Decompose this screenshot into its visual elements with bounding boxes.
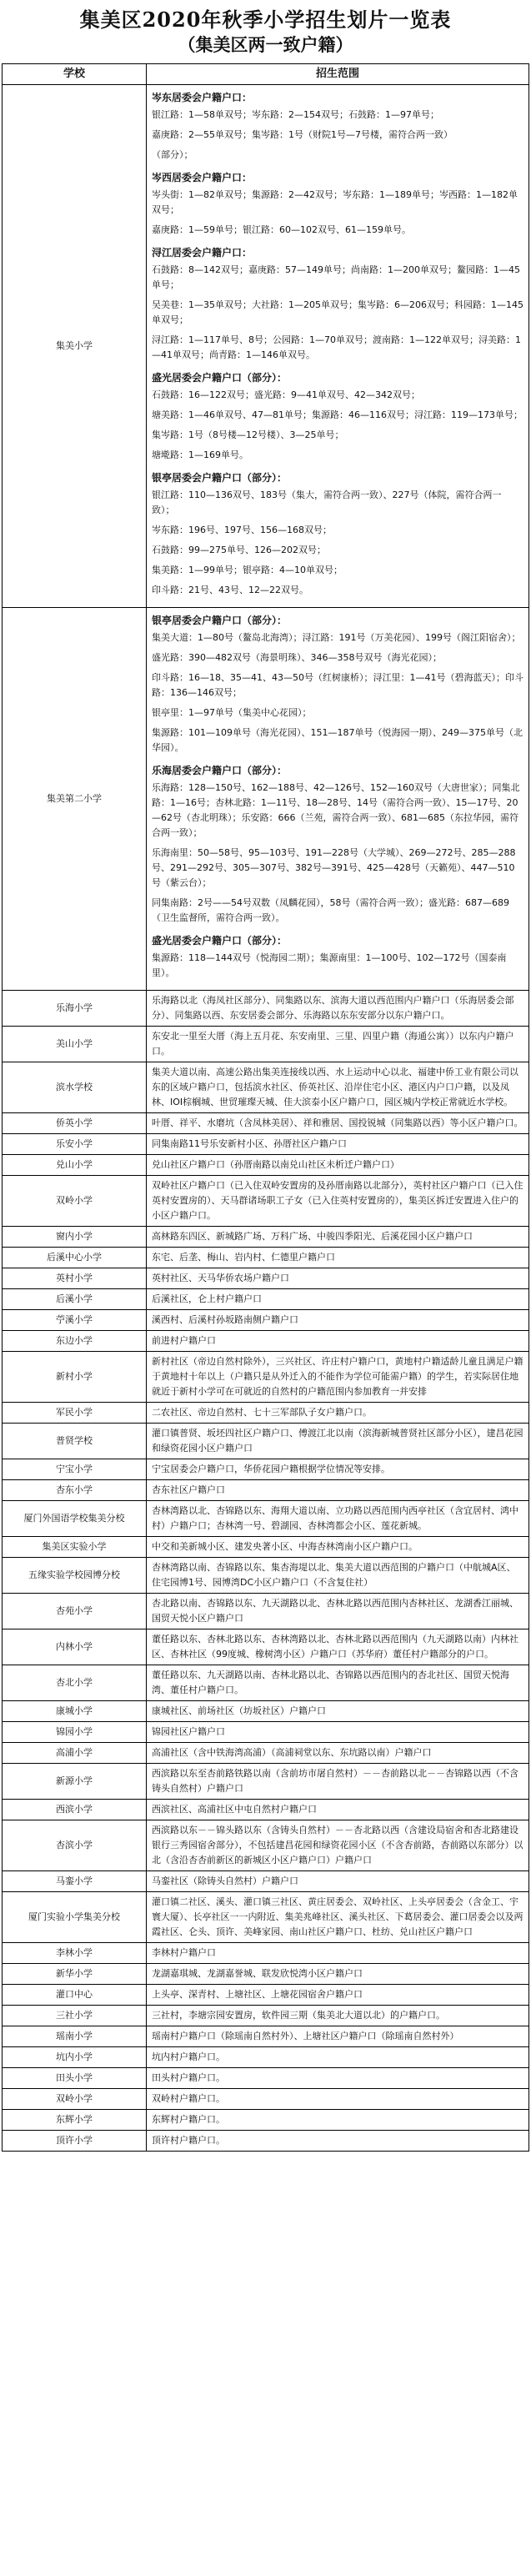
header-scope: 招生范围 — [147, 64, 529, 85]
table-row — [3, 1155, 529, 1176]
school-name: 窗内小学 — [3, 1227, 147, 1248]
enrollment-scope — [147, 1352, 529, 1403]
scope-text: 锦园社区户籍户口 — [152, 1726, 225, 1737]
enrollment-scope — [147, 1310, 529, 1331]
table-row — [3, 1537, 529, 1558]
table-row — [3, 2110, 529, 2131]
enrollment-scope — [147, 1892, 529, 1943]
header-school: 学校 — [3, 64, 147, 85]
enrollment-scope — [147, 1820, 529, 1871]
enrollment-scope — [147, 1871, 529, 1892]
enrollment-scope — [147, 1248, 529, 1268]
scope-text: 兑山社区户籍户口（孙厝南路以南兑山社区未析迁户籍户口） — [152, 1159, 399, 1170]
enrollment-scope — [147, 1558, 529, 1594]
table-row — [3, 1227, 529, 1248]
enrollment-table — [2, 63, 529, 2152]
scope-text: 二农社区、帝边自然村、七十三军部队子女户籍户口。 — [152, 1407, 372, 1418]
scope-section — [152, 369, 523, 463]
school-name: 顶许小学 — [3, 2131, 147, 2152]
enrollment-scope — [147, 1289, 529, 1310]
table-row — [3, 1701, 529, 1722]
school-name: 东辉小学 — [3, 2110, 147, 2131]
enrollment-scope — [147, 1800, 529, 1820]
scope-section — [152, 244, 523, 363]
scope-line: 石鼓路：8—142双号；嘉庚路：57—149单号；尚南路：1—200单双号；鳌园路：1—45单号； — [152, 264, 520, 290]
enrollment-scope — [147, 1134, 529, 1155]
enrollment-scope — [147, 2006, 529, 2026]
enrollment-scope — [147, 1403, 529, 1424]
table-row — [3, 2068, 529, 2089]
school-name: 美山小学 — [3, 1027, 147, 1062]
enrollment-scope — [147, 2089, 529, 2110]
scope-line: 银亭里：1—97单号（集美中心花园）； — [152, 707, 312, 718]
table-row — [3, 1062, 529, 1113]
table-row — [3, 1027, 529, 1062]
school-name: 新村小学 — [3, 1352, 147, 1403]
enrollment-scope — [147, 1268, 529, 1289]
scope-text: 杏林湾路以北、杏锦路以东、海翔大道以南、立功路以西范围内西亭社区（含宜居村、鸿中村）户籍户口；杏林湾一号、碧湖园、杏林湾都会小区、莲花新城。 — [152, 1505, 518, 1531]
enrollment-scope — [147, 1027, 529, 1062]
scope-line: 嘉庚路：2—55单双号；集岑路：1号（财院1号—7号楼，需符合两一致） — [152, 129, 453, 140]
enrollment-scope — [147, 2047, 529, 2068]
school-name: 瑶南小学 — [3, 2026, 147, 2047]
table-row — [3, 1871, 529, 1892]
scope-text: 董任路以东、杏林北路以东、杏林湾路以北、杏林北路以西范围内（九天湖路以南）内林社区、杏林社区（99度城、橡树湾小区）户籍户口（苏华府）董任村户籍部分的户口。 — [152, 1634, 518, 1660]
scope-line: 乐海南里：50—58号、95—103号、191—228号（大学城）、269—272号、285—288号、291—292号、305—307号、382号—391号、425—428号（天籁苑）、447—510号（紫云台）； — [152, 847, 516, 888]
scope-text: 灌口镇普贤、坂坯四社区户籍户口、傅渡江北以南（滨海新城普贤社区部分小区），建昌花园和绿资花园小区户籍户口 — [152, 1428, 523, 1454]
table-row — [3, 1248, 529, 1268]
table-row — [3, 2047, 529, 2068]
scope-text: 新村社区（帝边自然村除外），三兴社区、许庄村户籍户口，黄地村户籍适龄儿童且满足户籍于黄地村十年以上（户籍只是从外迁入的不能作为学位可能需户籍）的学生，若实际居住地就近于新村小学可在可就近的自然村的户籍范围内参加教育一并安排 — [152, 1356, 523, 1397]
enrollment-scope — [147, 1424, 529, 1459]
section-title: 银亭居委会户籍户口（部分）： — [152, 472, 288, 484]
enrollment-scope — [147, 1176, 529, 1227]
school-name: 康城小学 — [3, 1701, 147, 1722]
enrollment-scope — [147, 1764, 529, 1800]
table-row — [3, 1558, 529, 1594]
school-name: 集美区实验小学 — [3, 1537, 147, 1558]
enrollment-scope — [147, 1701, 529, 1722]
enrollment-scope — [147, 1943, 529, 1964]
page-title: 集美区2020年秋季小学招生划片一览表 — [79, 8, 452, 32]
table-row — [3, 1800, 529, 1820]
enrollment-scope — [147, 1227, 529, 1248]
enrollment-scope — [147, 1113, 529, 1134]
table-row — [3, 1594, 529, 1629]
school-name: 三社小学 — [3, 2006, 147, 2026]
scope-section — [152, 89, 523, 163]
school-name: 滨水学校 — [3, 1062, 147, 1113]
page-subtitle: （集美区两一致户籍） — [178, 34, 353, 55]
section-title: 盛光居委会户籍户口（部分）： — [152, 935, 288, 947]
section-title: 银亭居委会户籍户口（部分）： — [152, 615, 288, 626]
scope-section — [152, 932, 523, 981]
scope-text: 瑶南村户籍户口（除瑶南自然村外）、上塘社区户籍户口（除瑶南自然村外） — [152, 2031, 459, 2041]
table-row — [3, 2006, 529, 2026]
scope-line: 集源路：101—109单号（海光花园）、151—187单号（悦海园一期）、249—375单号（北华园）。 — [152, 727, 523, 753]
school-name: 厦门外国语学校集美分校 — [3, 1501, 147, 1537]
scope-text: 龙湖嘉琪城、龙湖嘉誉城、联发欣悦湾小区户籍户口 — [152, 1968, 363, 1979]
scope-line: 石鼓路：99—275单号、126—202双号； — [152, 545, 326, 555]
table-row — [3, 1459, 529, 1480]
scope-text: 溪西村、后溪村孙坂路南侧户籍户口 — [152, 1314, 298, 1325]
school-name: 田头小学 — [3, 2068, 147, 2089]
enrollment-scope — [147, 1480, 529, 1501]
scope-line: 集岑路：1号（8号楼—12号楼）、3—25单号； — [152, 429, 344, 440]
school-name: 杏苑小学 — [3, 1594, 147, 1629]
table-row — [3, 1134, 529, 1155]
scope-line: 银江路：110—136双号、183号（集大，需符合两一致）、227号（体院，需符合两一致）； — [152, 490, 502, 515]
school-name: 西滨小学 — [3, 1800, 147, 1820]
scope-text: 西滨社区、高浦社区中屯自然村户籍户口 — [152, 1804, 317, 1815]
scope-section — [152, 169, 523, 238]
scope-line: 嘉庚路：1—59单号；银江路：60—102双号、61—159单号。 — [152, 224, 411, 235]
table-header-row — [3, 64, 529, 85]
school-name: 兑山小学 — [3, 1155, 147, 1176]
enrollment-scope — [147, 991, 529, 1027]
scope-section — [152, 762, 523, 926]
scope-text: 乐海路以北（海凤社区部分）、同集路以东、滨海大道以西范围内户籍户口（乐海居委会部分）、同集路以西、东安居委会部分、乐海路以东东安部分以东户籍户口。 — [152, 995, 514, 1021]
school-name: 坑内小学 — [3, 2047, 147, 2068]
table-row — [3, 1403, 529, 1424]
school-name: 杏滨小学 — [3, 1820, 147, 1871]
table-row — [3, 1722, 529, 1743]
scope-text: 集美大道以南、高速公路出集美连接线以西、水上运动中心以北、福建中侨工业有限公司以东的区域户籍户口，包括滨水社区、侨英社区、沿岸住宅小区、港区内户口户籍，以及凤林、IOI棕榈城、世贸璀璨天城、佳大滨泰小区户籍户口，园区城内学校正常就近水学校。 — [152, 1067, 518, 1107]
scope-text: 叶厝、祥平、水磨坑（含凤林美居）、祥和雅居、国投锐城（同集路以西）等小区户籍户口。 — [152, 1117, 523, 1128]
table-row — [3, 1113, 529, 1134]
scope-line: 印斗路：21号、43号、12—22双号。 — [152, 585, 308, 595]
enrollment-scope — [147, 1155, 529, 1176]
school-name: 新源小学 — [3, 1764, 147, 1800]
scope-text: 顶许村户籍户口。 — [152, 2135, 225, 2146]
scope-text: 宁宝居委会户籍户口，华侨花园户籍根据学位情况等安排。 — [152, 1464, 390, 1474]
table-row — [3, 1268, 529, 1289]
table-row — [3, 1964, 529, 1985]
school-name: 后溪小学 — [3, 1289, 147, 1310]
scope-line: 塘美路：1—46单双号、47—81单号；集源路：46—116双号；浔江路：119—173单号； — [152, 409, 523, 420]
table-row — [3, 991, 529, 1027]
scope-line: 岑东路：196号、197号、156—168双号； — [152, 525, 332, 535]
enrollment-scope — [147, 1985, 529, 2006]
scope-line: 浔江路：1—117单号、8号；公园路：1—70单双号；渡南路：1—122单双号；浔美路：1—41单双号；尚青路：1—146单双号。 — [152, 334, 521, 360]
table-row — [3, 1480, 529, 1501]
school-name: 杏北小学 — [3, 1665, 147, 1701]
enrollment-scope — [147, 608, 529, 991]
enrollment-scope — [147, 1964, 529, 1985]
scope-text: 高林路东四区、新城路广场、万科广场、中骏四季阳光、后溪花园小区户籍户口 — [152, 1231, 473, 1242]
school-name: 乐安小学 — [3, 1134, 147, 1155]
enrollment-scope — [147, 1665, 529, 1701]
enrollment-scope — [147, 1629, 529, 1665]
table-row — [3, 1985, 529, 2006]
section-title: 岑东居委会户籍户口： — [152, 92, 253, 103]
table-row — [3, 1352, 529, 1403]
scope-section — [152, 470, 523, 598]
table-row — [3, 1743, 529, 1764]
table-row — [3, 2026, 529, 2047]
enrollment-scope — [147, 1331, 529, 1352]
table-row — [3, 1943, 529, 1964]
scope-line: （部分）； — [152, 149, 193, 160]
enrollment-scope — [147, 2131, 529, 2152]
scope-text: 高浦社区（含中铁海湾高浦）（高浦祠堂以东、东坑路以南）户籍户口 — [152, 1747, 432, 1758]
scope-text: 董任路以东、九天湖路以南、杏林北路以北、杏锦路以西范围内的杏北社区、国贸天悦海湾、董任村户籍户口。 — [152, 1670, 509, 1695]
school-name: 后溪中心小学 — [3, 1248, 147, 1268]
school-name: 普贤学校 — [3, 1424, 147, 1459]
table-row — [3, 2089, 529, 2110]
table-row — [3, 1289, 529, 1310]
scope-text: 田头村户籍户口。 — [152, 2072, 225, 2083]
scope-text: 东辉村户籍户口。 — [152, 2114, 225, 2125]
school-name: 军民小学 — [3, 1403, 147, 1424]
section-title: 浔江居委会户籍户口： — [152, 247, 253, 259]
scope-section — [152, 612, 523, 756]
scope-text: 东宅、后垄、梅山、岩内村、仁德里户籍户口 — [152, 1252, 335, 1263]
school-name: 双岭小学 — [3, 1176, 147, 1227]
table-row — [3, 1331, 529, 1352]
enrollment-scope — [147, 2026, 529, 2047]
scope-text: 中交和美新城小区、建发央著小区、中海杏林湾南小区户籍户口。 — [152, 1541, 418, 1552]
scope-text: 三社村，李塘宗园安置房，软件园三期（集美北大道以北）的户籍户口。 — [152, 2010, 445, 2021]
scope-text: 东安北一里至大厝（海上五月花、东安南里、三里、四里户籍（海通公寓））以东内户籍户口。 — [152, 1031, 514, 1057]
scope-text: 马銮社区（除铸头自然村）户籍户口 — [152, 1876, 298, 1886]
scope-line: 岑头街：1—82单双号；集源路：2—42双号；岑东路：1—189单号；岑西路：1—182单双号； — [152, 189, 518, 215]
school-name: 宁宝小学 — [3, 1459, 147, 1480]
school-name: 双岭小学 — [3, 2089, 147, 2110]
enrollment-scope — [147, 1594, 529, 1629]
enrollment-scope — [147, 85, 529, 608]
school-name: 乐海小学 — [3, 991, 147, 1027]
table-row — [3, 1629, 529, 1665]
school-name: 杏东小学 — [3, 1480, 147, 1501]
school-name: 东边小学 — [3, 1331, 147, 1352]
school-name: 李林小学 — [3, 1943, 147, 1964]
scope-line: 银江路：1—58单双号；岑东路：2—154双号；石鼓路：1—97单号； — [152, 109, 439, 120]
table-row — [3, 85, 529, 608]
scope-line: 石鼓路：16—122双号；盛光路：9—41单双号、42—342双号； — [152, 389, 420, 400]
scope-text: 灌口镇二社区、溪头、灌口镇三社区、黄庄居委会、双岭社区、上头亭居委会（含金工、宇寰大厦）、长亭社区一一内附近、集美兆峰社区、溪头社区、下葛居委会、灌口居委会以及两霞社区、仑头、顶许、美峰家园、南山社区户籍户口、杜纺、兑山社区户籍户口 — [152, 1896, 523, 1937]
section-title: 岑西居委会户籍户口： — [152, 172, 253, 183]
school-name: 厦门实验小学集美分校 — [3, 1892, 147, 1943]
scope-text: 双岭村户籍户口。 — [152, 2093, 225, 2104]
school-name: 灌口中心 — [3, 1985, 147, 2006]
table-row — [3, 1310, 529, 1331]
scope-text: 李林村户籍户口 — [152, 1947, 216, 1958]
school-name: 锦园小学 — [3, 1722, 147, 1743]
scope-line: 同集南路：2号——54号双数（凤麟花园），58号（需符合两一致）；盛光路：687—689（卫生监督所，需符合两一致）。 — [152, 897, 509, 923]
school-name: 新华小学 — [3, 1964, 147, 1985]
scope-text: 杏北路以南、杏锦路以东、九天湖路以北、杏林北路以西范围内杏林社区、龙湖香江丽城、国贸天悦小区户籍户口 — [152, 1598, 518, 1624]
enrollment-scope — [147, 1062, 529, 1113]
scope-line: 盛光路：390—482双号（海景明珠）、346—358号双号（海光花园）； — [152, 652, 442, 663]
scope-text: 西滨路以东至杏前路铁路以南（含前坊市屠自然村）－－杏前路以北－－杏锦路以西（不含铸头自然村）户籍户口 — [152, 1768, 518, 1794]
scope-line: 集源路：118—144双号（悦海园二期）；集源南里：1—100号、102—172号（国泰南里）。 — [152, 952, 507, 978]
school-name: 内林小学 — [3, 1629, 147, 1665]
enrollment-scope — [147, 2110, 529, 2131]
enrollment-scope — [147, 1501, 529, 1537]
section-title: 盛光居委会户籍户口（部分）： — [152, 372, 288, 384]
scope-text: 康城社区、前场社区（坊坂社区）户籍户口 — [152, 1705, 326, 1716]
scope-line: 乐海路：128—150号、162—188号、42—126号、152—160双号（大唐世家）；同集北路：1—16号；杏林北路：1—11号、18—28号、14号（需符合两一致）、15—17号、20—62号（杏北明珠）；乐安路：666（兰苑，需符合两一致）、681—685（东拉华园，需符合两一致）； — [152, 782, 520, 838]
table-body — [3, 85, 529, 2152]
table-row — [3, 1176, 529, 1227]
scope-text: 杏东社区户籍户口 — [152, 1484, 225, 1495]
scope-line: 集美大道：1—80号（鳌岛北海湾）；浔江路：191号（万美花园）、199号（阁江阳宿舍）； — [152, 632, 521, 643]
scope-line: 印斗路：16—18、35—41、43—50号（红树康桥）；浔江里：1—41号（碧海蓝天）；印斗路：136—146双号； — [152, 672, 523, 698]
school-name: 集美第二小学 — [3, 608, 147, 991]
school-name: 五缘实验学校园博分校 — [3, 1558, 147, 1594]
enrollment-scope — [147, 1722, 529, 1743]
scope-text: 同集南路11号乐安新村小区、孙厝社区户籍户口 — [152, 1138, 347, 1149]
table-row — [3, 2131, 529, 2152]
scope-text: 前进村户籍户口 — [152, 1335, 216, 1346]
school-name: 英村小学 — [3, 1268, 147, 1289]
table-row — [3, 1501, 529, 1537]
table-row — [3, 608, 529, 991]
scope-text: 后溪社区，仑上村户籍户口 — [152, 1293, 262, 1304]
school-name: 集美小学 — [3, 85, 147, 608]
scope-line: 吴美巷：1—35单双号；大社路：1—205单双号；集岑路：6—206双号；科园路：1—145单双号； — [152, 299, 523, 325]
enrollment-scope — [147, 1459, 529, 1480]
school-name: 高浦小学 — [3, 1743, 147, 1764]
school-name: 马銮小学 — [3, 1871, 147, 1892]
table-row — [3, 1665, 529, 1701]
school-name: 侨英小学 — [3, 1113, 147, 1134]
scope-text: 杏林湾路以南、杏锦路以东、集杏海堤以北、集美大道以西范围的户籍户口（中航城A区、住宅园博1号、园博湾DC小区户籍户口（不含复住社） — [152, 1562, 516, 1588]
scope-text: 上头亭、深青村、上塘社区、上塘花园宿舍户籍户口 — [152, 1989, 363, 2000]
table-row — [3, 1892, 529, 1943]
enrollment-scope — [147, 1537, 529, 1558]
table-row — [3, 1424, 529, 1459]
scope-line: 集美路：1—99单号；银亭路：4—10单双号； — [152, 565, 343, 575]
table-row — [3, 1764, 529, 1800]
enrollment-scope — [147, 2068, 529, 2089]
table-row — [3, 1820, 529, 1871]
scope-text: 西滨路以东－－锦头路以东（含铸头自然村）－－杏北路以西（含建设局宿舍和杏北路建设银行三秀园宿舍部分），不包括建昌花园和绿资花园小区（不含杏前路，杏前路以东部分）以北（含沿杏杏前新区的新城区小区户籍户口）户籍户口 — [152, 1825, 523, 1865]
section-title: 乐海居委会户籍户口（部分）： — [152, 765, 288, 776]
scope-line: 塘墘路：1—169单号。 — [152, 449, 248, 460]
scope-text: 坑内村户籍户口。 — [152, 2051, 225, 2062]
school-name: 苧溪小学 — [3, 1310, 147, 1331]
enrollment-scope — [147, 1743, 529, 1764]
scope-text: 英村社区、天马华侨农场户籍户口 — [152, 1273, 289, 1283]
scope-text: 双岭社区户籍户口（已入住双岭安置房的及孙厝南路以北部分），英村社区户籍户口（已入住英村安置房的）、天马群诸场职工子女（已入住英村安置房的），集美区拆迁安置进入住户的小区户籍户口。 — [152, 1180, 523, 1221]
